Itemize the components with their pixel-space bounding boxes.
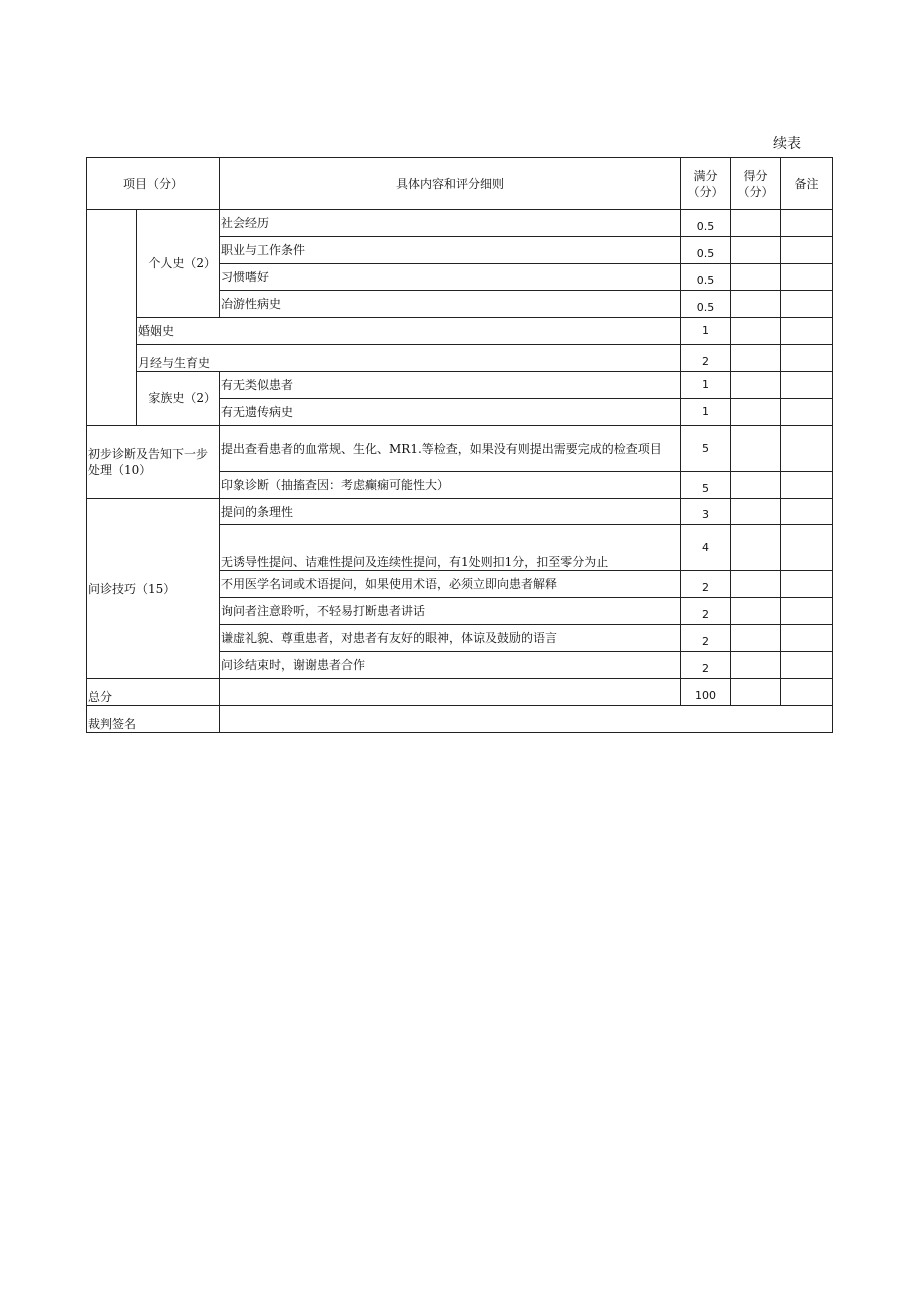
remark-cell[interactable] bbox=[781, 426, 833, 472]
score-input-cell[interactable] bbox=[731, 318, 781, 345]
header-row bbox=[87, 158, 833, 210]
row-full-score: 2 bbox=[681, 652, 731, 679]
total-full-score: 100 bbox=[681, 679, 731, 706]
row-content: 提问的条理性 bbox=[220, 499, 681, 525]
table-row bbox=[87, 318, 833, 345]
row-content: 谦虚礼貌、尊重患者，对患者有友好的眼神，体谅及鼓励的语言 bbox=[220, 625, 681, 652]
score-input-cell[interactable] bbox=[731, 237, 781, 264]
remark-cell[interactable] bbox=[781, 499, 833, 525]
remark-cell[interactable] bbox=[781, 345, 833, 372]
row-full-score: 0.5 bbox=[681, 210, 731, 237]
remark-cell[interactable] bbox=[781, 318, 833, 345]
score-input-cell[interactable] bbox=[731, 291, 781, 318]
score-input-cell[interactable] bbox=[731, 525, 781, 571]
table-row bbox=[87, 499, 833, 525]
row-content: 冶游性病史 bbox=[220, 291, 681, 318]
total-content-cell bbox=[220, 679, 681, 706]
row-full-score: 2 bbox=[681, 345, 731, 372]
row-full-score: 2 bbox=[681, 571, 731, 598]
remark-cell[interactable] bbox=[781, 472, 833, 499]
header-content: 具体内容和评分细则 bbox=[220, 158, 681, 210]
header-remark: 备注 bbox=[781, 158, 833, 210]
referee-row bbox=[87, 706, 833, 733]
row-content: 无诱导性提问、诘难性提问及连续性提问，有1处则扣1分，扣至零分为止 bbox=[220, 525, 681, 571]
menstrual-history-label: 月经与生育史 bbox=[137, 345, 681, 372]
score-input-cell[interactable] bbox=[731, 625, 781, 652]
score-input-cell[interactable] bbox=[731, 571, 781, 598]
score-input-cell[interactable] bbox=[731, 264, 781, 291]
scoring-table bbox=[86, 157, 833, 733]
row-full-score: 0.5 bbox=[681, 291, 731, 318]
row-content: 职业与工作条件 bbox=[220, 237, 681, 264]
score-input-cell[interactable] bbox=[731, 210, 781, 237]
score-input-cell[interactable] bbox=[731, 499, 781, 525]
remark-cell[interactable] bbox=[781, 652, 833, 679]
total-row bbox=[87, 679, 833, 706]
row-full-score: 2 bbox=[681, 598, 731, 625]
total-label: 总分 bbox=[87, 679, 220, 706]
table-row bbox=[87, 345, 833, 372]
remark-cell[interactable] bbox=[781, 625, 833, 652]
header-full-score: 满分 （分） bbox=[681, 158, 731, 210]
remark-cell[interactable] bbox=[781, 372, 833, 399]
inquiry-skills-label: 问诊技巧（15） bbox=[87, 499, 220, 679]
diagnosis-label: 初步诊断及告知下一步处理（10） bbox=[87, 426, 220, 499]
total-score-input-cell[interactable] bbox=[731, 679, 781, 706]
header-item: 项目（分） bbox=[87, 158, 220, 210]
score-input-cell[interactable] bbox=[731, 426, 781, 472]
score-input-cell[interactable] bbox=[731, 652, 781, 679]
table-row bbox=[87, 372, 833, 399]
row-content: 询问者注意聆听，不轻易打断患者讲话 bbox=[220, 598, 681, 625]
row-content: 社会经历 bbox=[220, 210, 681, 237]
remark-cell[interactable] bbox=[781, 598, 833, 625]
row-full-score: 2 bbox=[681, 625, 731, 652]
table-row bbox=[87, 210, 833, 237]
remark-cell[interactable] bbox=[781, 525, 833, 571]
remark-cell[interactable] bbox=[781, 399, 833, 426]
family-history-label: 家族史（2） bbox=[137, 372, 220, 426]
row-full-score: 0.5 bbox=[681, 264, 731, 291]
row-full-score: 0.5 bbox=[681, 237, 731, 264]
marriage-history-label: 婚姻史 bbox=[137, 318, 681, 345]
row-content: 问诊结束时，谢谢患者合作 bbox=[220, 652, 681, 679]
remark-cell[interactable] bbox=[781, 571, 833, 598]
score-input-cell[interactable] bbox=[731, 598, 781, 625]
row-full-score: 4 bbox=[681, 525, 731, 571]
row-content: 有无遗传病史 bbox=[220, 399, 681, 426]
score-input-cell[interactable] bbox=[731, 399, 781, 426]
table-row bbox=[87, 426, 833, 472]
row-full-score: 5 bbox=[681, 472, 731, 499]
personal-history-label: 个人史（2） bbox=[137, 210, 220, 318]
row-content: 印象诊断（抽搐查因：考虑癫痫可能性大） bbox=[220, 472, 681, 499]
score-input-cell[interactable] bbox=[731, 372, 781, 399]
remark-cell[interactable] bbox=[781, 291, 833, 318]
remark-cell[interactable] bbox=[781, 237, 833, 264]
row-content: 提出查看患者的血常规、生化、MR1.等检查，如果没有则提出需要完成的检查项目 bbox=[220, 426, 681, 472]
referee-label: 裁判签名 bbox=[87, 706, 220, 733]
row-full-score: 3 bbox=[681, 499, 731, 525]
row-full-score: 1 bbox=[681, 399, 731, 426]
row-content: 不用医学名词或术语提问，如果使用术语，必须立即向患者解释 bbox=[220, 571, 681, 598]
header-score: 得分 （分） bbox=[731, 158, 781, 210]
score-input-cell[interactable] bbox=[731, 345, 781, 372]
remark-cell[interactable] bbox=[781, 210, 833, 237]
row-content: 习惯嗜好 bbox=[220, 264, 681, 291]
row-full-score: 1 bbox=[681, 318, 731, 345]
row-content: 有无类似患者 bbox=[220, 372, 681, 399]
continuation-label: 续表 bbox=[773, 136, 801, 152]
row-full-score: 1 bbox=[681, 372, 731, 399]
referee-signature-field[interactable] bbox=[220, 706, 833, 733]
row-full-score: 5 bbox=[681, 426, 731, 472]
history-group-cell bbox=[87, 210, 137, 426]
remark-cell[interactable] bbox=[781, 264, 833, 291]
score-input-cell[interactable] bbox=[731, 472, 781, 499]
total-remark-cell[interactable] bbox=[781, 679, 833, 706]
